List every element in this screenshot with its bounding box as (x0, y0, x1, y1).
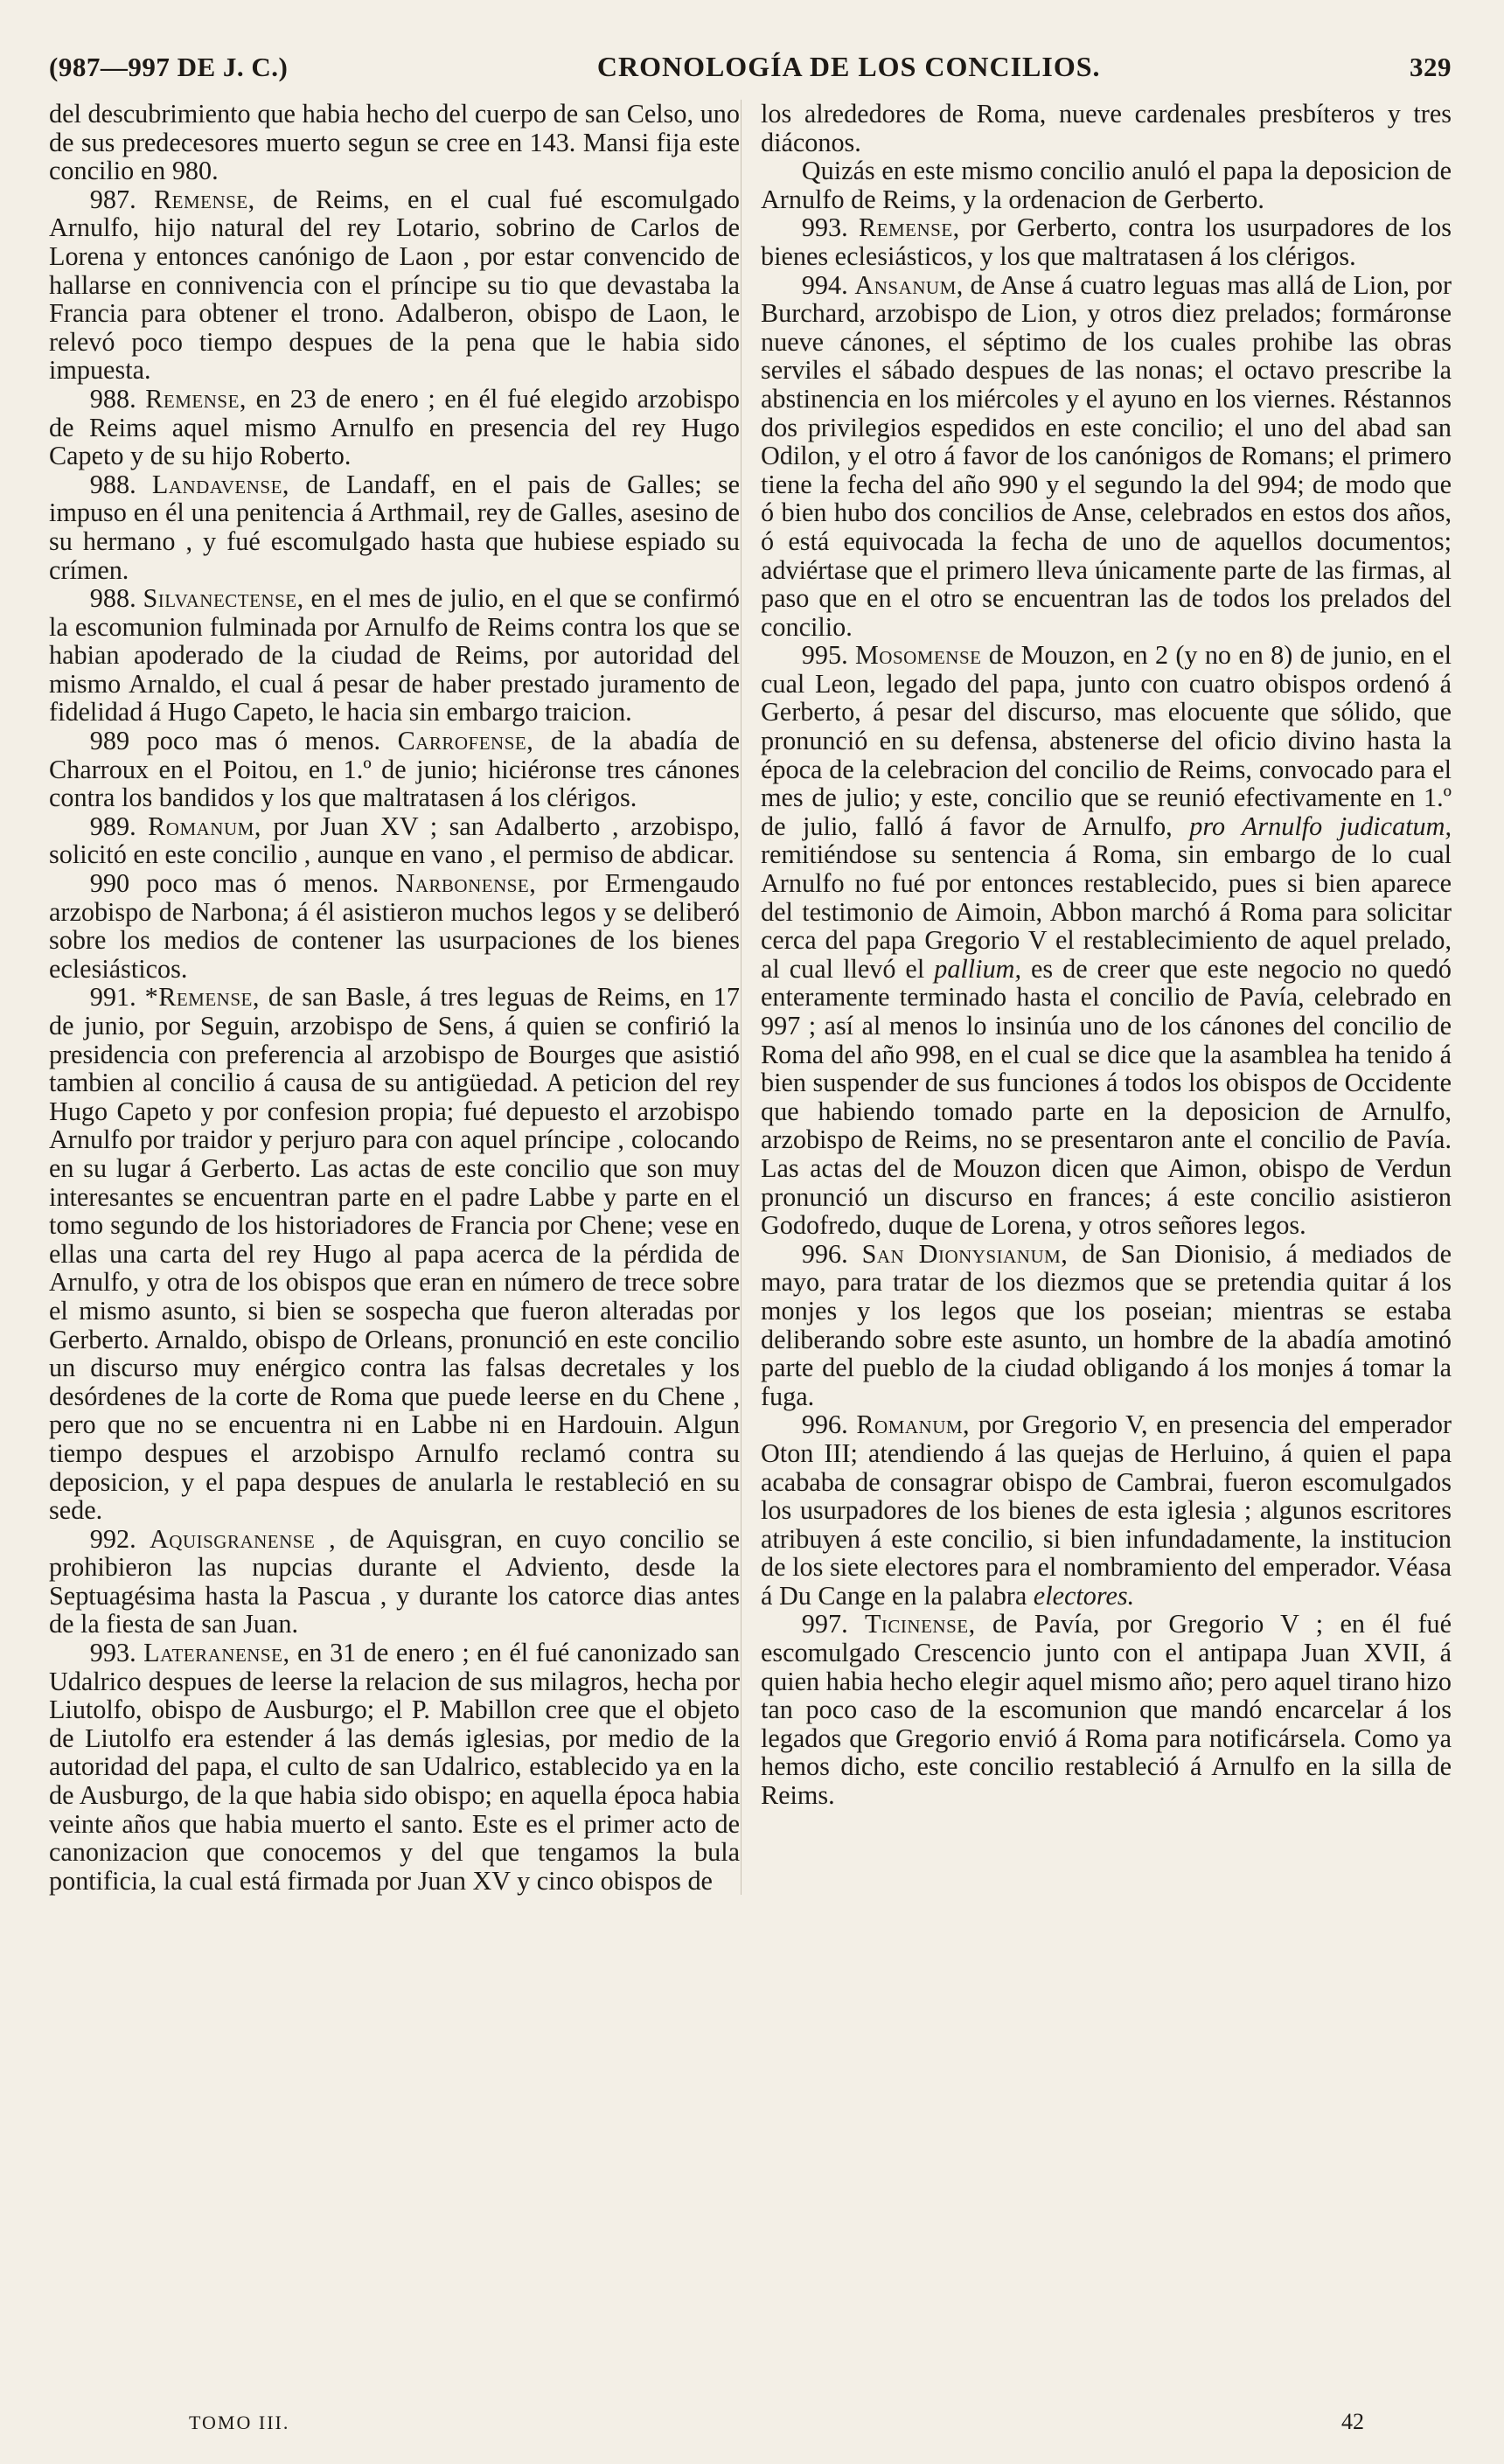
italic-phrase: pro Arnulfo judicatum, (1189, 811, 1452, 841)
council-entry (49, 470, 740, 584)
council-name: Ansanum, (854, 269, 964, 300)
council-name: Narbonense, (395, 868, 537, 899)
entry-prefix: poco mas ó menos. (146, 726, 398, 756)
council-entry (49, 727, 740, 812)
entry-text: en 31 de enero ; en él fué canonizado san Udalrico despues de leerse la relacion de sus milagros, hecha por Liutolfo, obispo de Ausburgo; el P. Mabillon cree que el objeto de Liutolfo era estender á las demás iglesias, por medio de la autoridad del papa, el culto de san Udalrico, establecido ya en la de Ausburgo, de la que habia sido obispo; en aquella época habia veinte años que habia muerto el santo. Este es el primer acto de canonizacion que conocemos y del que tengamos la bula pontificia, la cual está firmada por Juan XV y cinco obispos de (49, 1638, 740, 1896)
italic-phrase: pallium, (934, 953, 1022, 984)
entry-year: 993. (89, 1638, 136, 1668)
entry-text: de Aquisgran, en cuyo concilio se prohibieron las nupcias durante el Adviento, desde la Septuagésima hasta la Pascua , y durante los catorce dias antes de la fiesta de san Juan. (49, 1523, 741, 1639)
entry-text-tail: es de creer que este negocio no quedó enteramente terminado hasta el concilio de Pavía, celebrado en 997 ; así al menos lo insinúa uno de los cánones del concilio de Roma del año 998, en el cual se dice que la asamblea ha tenido á bien suspender de sus funciones á todos los obispos de Occidente que habiendo tomado parte en la deposicion de Arnulfo, arzobispo de Reims, no se presentaron ante el concilio de Pavía. Las actas del de Mouzon dicen que Aimon, obispo de Verdun pronunció un discurso en frances; á este concilio asistieron Godofredo, duque de Lorena, y otros señores legos. (761, 953, 1452, 1241)
entry-text: del descubrimiento que habia hecho del cuerpo de san Celso, uno de sus predecesores muerto segun se cree en 143. Mansi fija este concilio en 980. (49, 99, 740, 186)
council-entry (49, 983, 740, 1524)
council-name: Remense, (859, 212, 960, 243)
council-entry (761, 213, 1452, 270)
entry-year: 996. (801, 1238, 848, 1269)
entry-text-tail: remitiéndose su sentencia á Roma, sin embargo de lo cual Arnulfo no fué por entonces restablecido, pues si bien aparece del testimonio de Aimoin, Abbon marchó á Roma para solicitar cerca del papa Gregorio V el restablecimiento de aquel prelado, al cual llevó el (761, 839, 1452, 984)
text-columns (49, 100, 1452, 1895)
council-name: San Dionysianum, (861, 1238, 1069, 1269)
council-entry (49, 385, 740, 470)
council-name: Ticinense, (864, 1609, 976, 1639)
council-name: Carrofense, (397, 726, 534, 756)
council-name: *Remense, (144, 982, 260, 1013)
council-entry (761, 1610, 1452, 1809)
right-column (741, 100, 1452, 1895)
council-entry (761, 271, 1452, 642)
council-entry (49, 185, 740, 385)
entry-year: 988. (89, 583, 136, 614)
council-entry (761, 1240, 1452, 1411)
page-footer (49, 2409, 1452, 2435)
council-name: Remense, (154, 184, 255, 214)
entry-year: 992. (89, 1523, 136, 1554)
entry-prefix: poco mas ó menos. (146, 868, 396, 899)
council-entry (49, 584, 740, 727)
entry-year: 988. (89, 469, 136, 499)
council-entry (761, 1410, 1452, 1610)
council-entry (49, 869, 740, 983)
entry-text: de Anse á cuatro leguas mas allá de Lion, por Burchard, arzobispo de Lion, y otros diez prelados; formáronse nueve cánones, el séptimo de los cuales prohibe las obras serviles el sábado despues de las nonas; el octavo prescribe la abstinencia en los miércoles y el ayuno en los viernes. Réstannos dos privilegios espedidos en este concilio; el uno del abad san Odilon, y el otro á favor de los canónigos de Romans; el primero tiene la fecha del año 990 y el segundo la del 994; de modo que ó bien hubo dos concilios de Anse, celebrados en estos dos años, ó está equivocada la fecha de uno de aquellos documentos; adviértase que el primero lleva únicamente parte de las firmas, al paso que en el otro se encuentran las de todos los prelados del concilio. (761, 269, 1452, 642)
council-entry (49, 812, 740, 869)
page-number: 329 (1410, 52, 1452, 82)
entry-year: 996. (801, 1409, 848, 1440)
entry-text: por Juan XV ; san Adalberto , arzobispo, solicitó en este concilio , aunque en vano , el permiso de abdicar. (49, 811, 740, 870)
entry-year: 991. (89, 982, 136, 1013)
council-name: Landavense, (151, 469, 289, 499)
entry-text: por Gerberto, contra los usurpadores de los bienes eclesiásticos, y los que maltratasen á los clérigos. (761, 212, 1452, 271)
left-column (49, 100, 740, 1895)
header-date-range: (987—997 DE J. C.) (49, 52, 289, 82)
entry-text: de Reims, en el cual fué escomulgado Arnulfo, hijo natural del rey Lotario, sobrino de Carlos de Lorena y entonces canónigo de Laon , por estar convencido de hallarse en connivencia con el príncipe su tio que devastaba la Francia para obtener el trono. Adalberon, obispo de Laon, le relevó poco tiempo despues de la pena que le habia sido impuesta. (49, 184, 740, 386)
entry-text: en 23 de enero ; en él fué elegido arzobispo de Reims aquel mismo Arnulfo en presencia del rey Hugo Capeto y de su hijo Roberto. (49, 383, 740, 471)
entry-text: por Ermengaudo arzobispo de Narbona; á él asistieron muchos legos y se deliberó sobre los medios de contener las usurpaciones de los bienes eclesiásticos. (49, 868, 741, 984)
entry-text: en el mes de julio, en el que se confirmó la escomunion fulminada por Arnulfo de Reims contra los que se habian apoderado de la ciudad de Reims, por autoridad del mismo Arnaldo, el cual á pesar de haber prestado juramento de fidelidad á Hugo Capeto, le hacia sin embargo traicion. (49, 583, 740, 727)
council-name: Romanum, (856, 1409, 971, 1440)
council-entry (49, 1639, 740, 1895)
council-entry (761, 641, 1452, 1239)
council-name: Silvanectense, (143, 583, 304, 614)
council-name: Mosomense (854, 640, 982, 671)
council-entry (761, 100, 1452, 157)
entry-year: 995. (801, 640, 848, 671)
council-name: Lateranense, (143, 1638, 290, 1668)
entry-year: 988. (89, 383, 136, 414)
volume-label: TOMO III. (189, 2412, 290, 2433)
signature-mark: 42 (1341, 2409, 1364, 2434)
entry-text: de san Basle, á tres leguas de Reims, en 17 de junio, por Seguin, arzobispo de Sens, á quien se confirió la presidencia con preferencia al arzobispo de Bourges que asistió tambien al concilio á causa de su antigüedad. A peticion del rey Hugo Capeto y por confesion propia; fué depuesto el arzobispo Arnulfo por traidor y perjuro para con aquel príncipe , colocando en su lugar á Gerberto. Las actas de este concilio que son muy interesantes se encuentran parte en el padre Labbe y parte en el tomo segundo de los historiadores de Francia por Chene; vese en ellas una carta del rey Hugo al papa acerca de la pérdida de Arnulfo, y otra de los obispos que eran en número de trece sobre el mismo asunto, si bien se sospecha que fueron alteradas por Gerberto. Arnaldo, obispo de Orleans, pronunció en este concilio un discurso muy enérgico contra las falsas decretales y los desórdenes de la corte de Roma que puede leerse en du Chene , pero que no se encuentra ni en Labbe ni en Hardouin. Algun tiempo despues el arzobispo Arnulfo reclamó contra su deposicion, y el papa despues de anularla le restableció en su sede. (49, 982, 740, 1526)
entry-year: 987. (89, 184, 136, 214)
council-entry (761, 157, 1452, 213)
entry-text: de San Dionisio, á mediados de mayo, para tratar de los diezmos que se pretendia quitar á los monjes y los legos que los poseian; mientras se estaba deliberando sobre este asunto, un hombre de la abadía amotinó parte del pueblo de la ciudad obligando á los monjes á tomar la fuga. (761, 1238, 1452, 1411)
entry-text: de la abadía de Charroux en el Poitou, en 1.º de junio; hiciéronse tres cánones contra los bandidos y los que maltratasen á los clérigos. (49, 726, 740, 813)
entry-text: los alrededores de Roma, nueve cardenales presbíteros y tres diáconos. (761, 99, 1452, 157)
entry-year: 989 (89, 726, 130, 756)
entry-year: 989. (89, 811, 136, 841)
entry-year: 997. (801, 1609, 848, 1639)
entry-year: 993. (801, 212, 848, 243)
running-head (49, 51, 1452, 96)
council-name: Remense, (145, 383, 247, 414)
entry-text: de Pavía, por Gregorio V ; en él fué escomulgado Crescencio junto con el antipapa Juan XVII, á quien habia hecho elegir aquel mismo año; pero aquel tirano hizo tan poco caso de la escomunion que mandó encarcelar á los legados que Gregorio envió á Roma para notificársela. Como ya hemos dicho, este concilio restableció á Arnulfo en la silla de Reims. (761, 1609, 1452, 1811)
entry-text: por Gregorio V, en presencia del emperador Oton III; atendiendo á las quejas de Herluino, á quien el papa acababa de consagrar obispo de Cambrai, fueron escomulgados los usurpadores de los bienes de esta iglesia ; algunos escritores atribuyen á este concilio, si bien infundadamente, la institucion de los siete electores para el nombramiento del emperador. Véasa á Du Cange en la palabra (761, 1409, 1452, 1611)
page-title: CRONOLOGÍA DE LOS CONCILIOS. (596, 51, 1101, 82)
council-entry (49, 1525, 740, 1639)
italic-phrase: electores. (1033, 1580, 1135, 1611)
council-name: Romanum, (148, 811, 261, 841)
entry-text: de Mouzon, en 2 (y no en 8) de junio, en el cual Leon, legado del papa, junto con cuatro obispos ordenó á Gerberto, á pesar del discurso, mas elocuente que sólido, que pronunció en su defensa, abstenerse del oficio divino hasta la época de la celebracion del concilio de Reims, convocado para el mes de julio; y este, concilio que se reunió efectivamente en 1.º de julio, falló á favor de Arnulfo, (761, 640, 1452, 841)
entry-year: 994. (801, 269, 848, 300)
council-name: Aquisgranense , (149, 1523, 337, 1554)
entry-text: de Landaff, en el pais de Galles; se impuso en él una penitencia á Arthmail, rey de Galles, asesino de su hermano , y fué escomulgado hasta que hubiese espiado su crímen. (49, 469, 741, 585)
council-entry (49, 100, 740, 185)
entry-text: Quizás en este mismo concilio anuló el papa la deposicion de Arnulfo de Reims, y la ordenacion de Gerberto. (761, 156, 1452, 214)
entry-year: 990 (89, 868, 130, 899)
